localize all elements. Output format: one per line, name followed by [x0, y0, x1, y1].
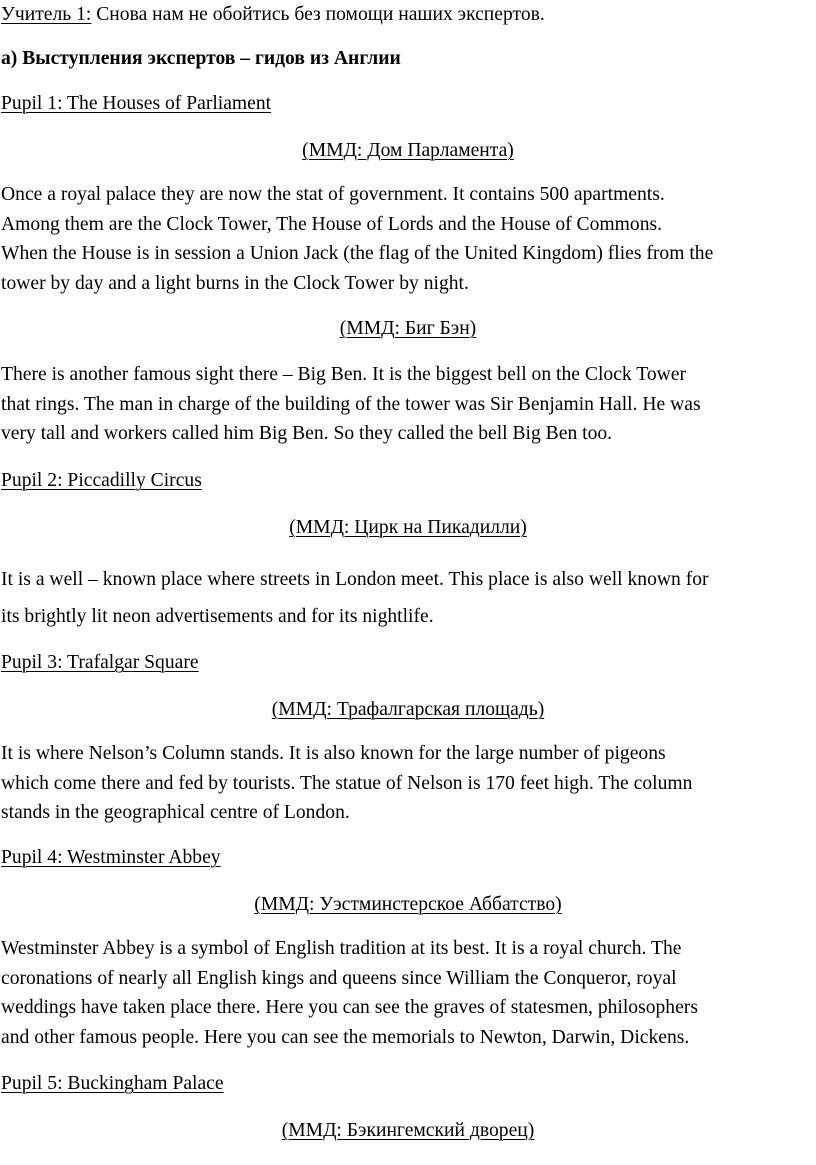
paragraph-line: its brightly lit neon advertisements and for its nightlife. [1, 606, 434, 627]
paragraph-line: Among them are the Clock Tower, The House of Lords and the House of Commons. [1, 213, 663, 235]
caption-text: (ММД: Дом Парламента) [302, 140, 514, 161]
teacher-text: Снова нам не обойтись без помощи наших экспертов. [91, 4, 545, 25]
caption-text: (ММД: Биг Бэн) [339, 318, 477, 339]
pupil-3-title: Pupil 3: Trafalgar Square [1, 652, 199, 673]
pupil-2-title: Pupil 2: Piccadilly Circus [1, 470, 202, 491]
pupil-1-title: Pupil 1: The Houses of Parliament [1, 93, 272, 114]
pupil-5-caption [0, 1116, 816, 1146]
paragraph-line: There is another famous sight there – Big Ben. It is the biggest bell on the Clock Tower [1, 364, 686, 385]
pupil-4-title: Pupil 4: Westminster Abbey [1, 847, 221, 868]
pupil-4-caption [0, 890, 816, 920]
paragraph-line: Westminster Abbey is a symbol of English tradition at its best. It is a royal church. The [1, 938, 682, 959]
paragraph-line: stands in the geographical centre of London. [1, 802, 350, 824]
paragraph-line: It is where Nelson’s Column stands. It is also known for the large number of pigeons [1, 743, 666, 764]
pupil-1-paragraph-1 [1, 180, 816, 298]
caption-text: (ММД: Бэкингемский дворец) [281, 1120, 535, 1141]
section-heading: а) Выступления экспертов – гидов из Англии [1, 48, 401, 69]
paragraph-line: tower by day and a light burns in the Clock Tower by night. [1, 272, 469, 294]
pupil-1-caption-1 [0, 136, 816, 166]
paragraph-line: It is a well – known place where streets in London meet. This place is also well known for [1, 569, 709, 590]
paragraph-line: coronations of nearly all English kings and queens since William the Conqueror, royal [1, 967, 677, 989]
pupil-4-paragraph [1, 934, 816, 1052]
pupil-3-caption [0, 695, 816, 725]
paragraph-line: that rings. The man in charge of the building of the tower was Sir Benjamin Hall. He was [1, 393, 701, 415]
caption-text: (ММД: Цирк на Пикадилли) [289, 517, 527, 538]
paragraph-line: and other famous people. Here you can see the memorials to Newton, Darwin, Dickens. [1, 1026, 690, 1048]
pupil-3-paragraph [1, 739, 816, 828]
pupil-2-caption [0, 513, 816, 543]
teacher-line [1, 0, 545, 30]
paragraph-line: very tall and workers called him Big Ben. So they called the bell Big Ben too. [1, 423, 613, 445]
paragraph-line: When the House is in session a Union Jack (the flag of the United Kingdom) flies from the [1, 243, 714, 265]
pupil-2-paragraph [1, 558, 816, 632]
teacher-label: Учитель 1: [1, 4, 92, 25]
caption-text: (ММД: Трафалгарская площадь) [271, 699, 545, 720]
paragraph-line: Once a royal palace they are now the stat of government. It contains 500 apartments. [1, 184, 665, 205]
paragraph-line: which come there and fed by tourists. The statue of Nelson is 170 feet high. The column [1, 772, 693, 794]
pupil-5-title: Pupil 5: Buckingham Palace [1, 1073, 224, 1094]
caption-text: (ММД: Уэстминстерское Аббатство) [254, 894, 562, 915]
paragraph-line: weddings have taken place there. Here you can see the graves of statesmen, philosophers [1, 997, 698, 1019]
pupil-1-caption-2 [0, 314, 816, 344]
pupil-1-paragraph-2 [1, 360, 816, 449]
